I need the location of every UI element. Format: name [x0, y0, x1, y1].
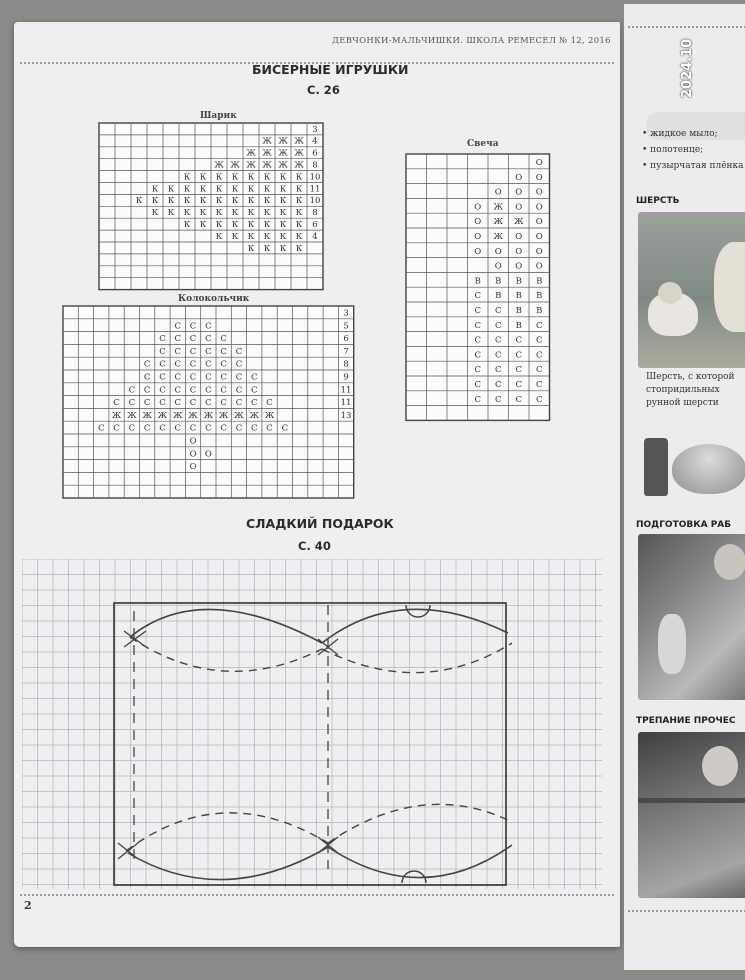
bead-cell-symbol: С — [474, 335, 482, 346]
bead-cell-symbol: К — [151, 196, 159, 207]
bead-cell-symbol: К — [295, 208, 303, 219]
section-title-sweet-gift: СЛАДКИЙ ПОДАРОК — [246, 516, 394, 531]
bead-cell-symbol: С — [174, 359, 182, 370]
bead-cell-symbol: О — [515, 246, 523, 257]
bead-cell-symbol: О — [535, 187, 543, 198]
basin-icon — [672, 444, 745, 494]
bead-cell-symbol: С — [205, 423, 212, 434]
bead-cell-symbol: С — [220, 423, 227, 434]
bead-cell-symbol: С — [128, 423, 136, 434]
bead-cell-symbol: С — [515, 394, 523, 405]
bead-cell-symbol: Ж — [278, 160, 288, 171]
bead-cell-symbol: В — [515, 276, 522, 287]
bead-cell-symbol: С — [174, 385, 182, 396]
bead-cell-symbol: С — [174, 398, 182, 409]
bead-cell-symbol: К — [295, 220, 303, 231]
row-bead-count: 4 — [312, 231, 318, 242]
bead-chart-kolokolchik — [62, 305, 355, 500]
soap-dispenser-icon — [644, 438, 668, 496]
bead-cell-symbol: Ж — [188, 410, 198, 421]
bead-cell-symbol: К — [279, 220, 287, 231]
bead-cell-symbol: О — [535, 231, 543, 242]
bead-cell-symbol: С — [113, 398, 120, 409]
bead-cell-symbol: С — [189, 372, 197, 383]
right-footer-dotted-rule — [628, 910, 745, 912]
bead-cell-symbol: О — [535, 261, 543, 272]
bead-cell-symbol: С — [189, 398, 197, 409]
bead-cell-symbol: С — [494, 394, 502, 405]
bead-cell-symbol: С — [189, 334, 197, 345]
bead-cell-symbol: К — [279, 184, 287, 195]
bead-cell-symbol: К — [247, 172, 255, 183]
bead-cell-symbol: Ж — [246, 148, 256, 159]
bead-cell-symbol: С — [235, 372, 243, 383]
bead-cell-symbol: Ж — [278, 148, 288, 159]
bead-cell-symbol: С — [494, 379, 502, 390]
bead-cell-symbol: К — [151, 184, 159, 195]
row-bead-count: 3 — [312, 124, 318, 135]
bead-cell-symbol: К — [183, 172, 191, 183]
bead-cell-symbol: С — [174, 321, 182, 332]
bead-cell-symbol: К — [231, 208, 239, 219]
bead-cell-symbol: К — [215, 208, 223, 219]
bead-cell-symbol: С — [535, 350, 543, 361]
bead-cell-symbol: С — [174, 372, 182, 383]
chart-caption-sharik: Шарик — [200, 111, 237, 121]
chart-caption-kolokolchik: Колокольчик — [178, 294, 250, 304]
bead-cell-symbol: Ж — [230, 160, 240, 171]
bead-cell-symbol: К — [263, 196, 271, 207]
bead-cell-symbol: О — [189, 436, 197, 447]
bead-cell-symbol: С — [235, 346, 243, 357]
bead-cell-symbol: О — [494, 187, 502, 198]
list-item-bubble-wrap: • пузырчатая плёнка — [642, 161, 744, 171]
row-bead-count: 11 — [340, 385, 352, 396]
bead-cell-symbol: С — [235, 359, 243, 370]
bead-cell-symbol: С — [266, 398, 273, 409]
bead-cell-symbol: К — [247, 231, 255, 242]
section-title-beaded-toys: БИСЕРНЫЕ ИГРУШКИ — [252, 62, 409, 77]
bead-cell-symbol: С — [474, 305, 482, 316]
bead-cell-symbol: К — [263, 172, 271, 183]
bead-cell-symbol: С — [235, 398, 243, 409]
bead-cell-symbol: С — [494, 305, 502, 316]
bead-cell-symbol: С — [159, 398, 166, 409]
bead-cell-symbol: С — [189, 359, 197, 370]
girl-carding-photo — [638, 732, 745, 898]
bead-cell-symbol: В — [495, 291, 502, 302]
bead-cell-symbol: О — [515, 261, 523, 272]
row-bead-count: 11 — [340, 398, 352, 409]
bead-cell-symbol: Ж — [203, 410, 214, 421]
bead-cell-symbol: Ж — [294, 148, 304, 159]
row-bead-count: 13 — [340, 410, 352, 421]
bead-cell-symbol: О — [535, 157, 543, 168]
bead-cell-symbol: О — [515, 231, 523, 242]
bead-cell-symbol: С — [159, 334, 166, 345]
bead-cell-symbol: С — [128, 385, 136, 396]
bead-cell-symbol: К — [263, 208, 271, 219]
gift-box-template-pattern — [22, 559, 602, 889]
bead-cell-symbol: К — [199, 172, 207, 183]
bead-cell-symbol: Ж — [493, 217, 504, 228]
bead-cell-symbol: Ж — [172, 410, 183, 421]
bead-cell-symbol: О — [515, 202, 523, 213]
bead-cell-symbol: К — [263, 243, 271, 254]
bead-cell-symbol: К — [199, 208, 207, 219]
girl-face-icon-2 — [702, 746, 738, 786]
bead-cell-symbol: К — [247, 208, 255, 219]
bead-cell-symbol: С — [205, 372, 212, 383]
bead-cell-symbol: В — [474, 276, 481, 287]
bead-cell-symbol: К — [247, 220, 255, 231]
bead-cell-symbol: К — [199, 196, 207, 207]
bead-cell-symbol: С — [113, 423, 120, 434]
bead-cell-symbol: О — [535, 202, 543, 213]
bead-cell-symbol: С — [205, 321, 212, 332]
section-page-ref-26: С. 26 — [307, 83, 340, 97]
bead-cell-symbol: О — [474, 246, 482, 257]
magazine-page-left — [14, 22, 620, 947]
bead-cell-symbol: К — [247, 196, 255, 207]
bead-cell-symbol: С — [474, 350, 482, 361]
bead-cell-symbol: С — [143, 385, 151, 396]
heading-wool: ШЕРСТЬ — [636, 196, 680, 206]
bead-cell-symbol: С — [281, 423, 289, 434]
bead-cell-symbol: С — [143, 372, 151, 383]
row-bead-count: 8 — [343, 359, 349, 370]
bead-cell-symbol: С — [220, 372, 227, 383]
bead-cell-symbol: К — [279, 196, 287, 207]
bead-cell-symbol: С — [205, 359, 212, 370]
heading-preparation: ПОДГОТОВКА РАБ — [636, 520, 732, 530]
bead-cell-symbol: О — [189, 449, 197, 460]
bead-cell-symbol: К — [199, 220, 207, 231]
row-bead-count: 5 — [343, 321, 349, 332]
bead-cell-symbol: К — [295, 184, 303, 195]
bead-cell-symbol: С — [220, 385, 227, 396]
bead-cell-symbol: Ж — [214, 160, 224, 171]
carding-stick-icon — [638, 798, 745, 803]
bead-cell-symbol: Ж — [262, 160, 272, 171]
bead-cell-symbol: К — [231, 172, 239, 183]
bead-cell-symbol: В — [515, 305, 522, 316]
bead-cell-symbol: Ж — [127, 410, 137, 421]
bead-cell-symbol: С — [235, 385, 243, 396]
bead-cell-symbol: К — [183, 196, 191, 207]
bead-cell-symbol: К — [167, 184, 175, 195]
section-page-ref-40: С. 40 — [298, 539, 331, 553]
bead-cell-symbol: О — [535, 246, 543, 257]
bead-cell-symbol: С — [235, 423, 243, 434]
bead-cell-symbol: С — [174, 346, 182, 357]
bead-cell-symbol: Ж — [513, 217, 524, 228]
bead-cell-symbol: К — [279, 231, 287, 242]
bead-cell-symbol: О — [474, 202, 482, 213]
bead-cell-symbol: К — [215, 172, 223, 183]
bead-cell-symbol: Ж — [294, 136, 304, 147]
bead-cell-symbol: Ж — [262, 148, 272, 159]
bead-cell-symbol: К — [183, 220, 191, 231]
bead-cell-symbol: С — [220, 359, 227, 370]
bead-cell-symbol: С — [535, 394, 543, 405]
bead-cell-symbol: К — [167, 208, 175, 219]
bead-cell-symbol: С — [189, 346, 197, 357]
bottle-icon — [658, 614, 686, 674]
date-stamp: 2024.10 — [680, 38, 695, 98]
bead-cell-symbol: С — [250, 372, 258, 383]
bead-cell-symbol: К — [199, 184, 207, 195]
bead-cell-symbol: Ж — [262, 136, 272, 147]
bead-cell-symbol: К — [231, 231, 239, 242]
bead-cell-symbol: В — [536, 276, 543, 287]
bead-cell-symbol: С — [494, 365, 502, 376]
bead-cell-symbol: С — [205, 385, 212, 396]
bead-cell-symbol: С — [159, 372, 166, 383]
bead-cell-symbol: Ж — [249, 410, 260, 421]
bead-cell-symbol: Ж — [278, 136, 288, 147]
bead-cell-symbol: К — [295, 172, 303, 183]
bead-chart-svecha — [405, 153, 552, 425]
running-header: ДЕВЧОНКИ-МАЛЬЧИШКИ. ШКОЛА РЕМЕСЕЛ № 12, 2016 — [332, 36, 611, 46]
bead-cell-symbol: С — [189, 321, 197, 332]
bead-cell-symbol: С — [143, 359, 151, 370]
bead-cell-symbol: С — [205, 334, 212, 345]
row-bead-count: 3 — [343, 308, 349, 319]
row-bead-count: 6 — [312, 148, 318, 159]
bead-cell-symbol: К — [183, 184, 191, 195]
bead-cell-symbol: В — [495, 276, 502, 287]
bead-cell-symbol: Ж — [111, 410, 122, 421]
bead-cell-symbol: С — [474, 291, 482, 302]
bead-cell-symbol: К — [295, 231, 303, 242]
page-number: 2 — [24, 899, 32, 912]
bead-cell-symbol: Ж — [246, 160, 256, 171]
list-item-towel: • полотенце; — [642, 145, 704, 155]
heading-carding: ТРЕПАНИЕ ПРОЧЕС — [636, 716, 736, 726]
row-bead-count: 6 — [312, 220, 318, 231]
bead-cell-symbol: С — [128, 398, 136, 409]
bead-cell-symbol: К — [151, 208, 159, 219]
row-bead-count: 4 — [312, 136, 318, 147]
sheep-adult-icon — [714, 242, 745, 332]
bead-cell-symbol: С — [515, 335, 523, 346]
bead-cell-symbol: К — [215, 220, 223, 231]
bead-cell-symbol: С — [535, 320, 543, 331]
bead-cell-symbol: С — [250, 385, 258, 396]
bead-cell-symbol: С — [189, 423, 197, 434]
bead-cell-symbol: С — [97, 423, 105, 434]
bead-cell-symbol: С — [174, 423, 182, 434]
bead-cell-symbol: В — [515, 320, 522, 331]
bead-cell-symbol: О — [204, 449, 212, 460]
row-bead-count: 10 — [309, 196, 321, 207]
bead-cell-symbol: К — [279, 243, 287, 254]
footer-dotted-rule — [20, 894, 614, 896]
bead-cell-symbol: С — [250, 398, 258, 409]
bead-cell-symbol: С — [159, 359, 166, 370]
bead-cell-symbol: С — [220, 346, 227, 357]
row-bead-count: 11 — [309, 184, 321, 195]
bead-cell-symbol: Ж — [218, 410, 229, 421]
bead-cell-symbol: С — [266, 423, 273, 434]
bead-cell-symbol: Ж — [493, 202, 504, 213]
bead-cell-symbol: Ж — [264, 410, 275, 421]
bead-cell-symbol: К — [247, 243, 255, 254]
bead-cell-symbol: С — [474, 394, 482, 405]
bead-cell-symbol: С — [143, 423, 151, 434]
bead-cell-symbol: С — [515, 365, 523, 376]
bead-cell-symbol: С — [535, 365, 543, 376]
bead-cell-symbol: К — [215, 184, 223, 195]
row-bead-count: 8 — [312, 208, 318, 219]
bead-cell-symbol: О — [494, 261, 502, 272]
bead-cell-symbol: С — [143, 398, 151, 409]
bead-cell-symbol: В — [536, 291, 543, 302]
bead-cell-symbol: К — [263, 231, 271, 242]
bead-cell-symbol: К — [167, 196, 175, 207]
bead-cell-symbol: С — [250, 423, 258, 434]
bead-cell-symbol: С — [494, 335, 502, 346]
bead-cell-symbol: Ж — [294, 160, 304, 171]
wool-caption-line1: Шерсть, с которой — [646, 372, 735, 382]
bead-cell-symbol: К — [279, 172, 287, 183]
bead-cell-symbol: С — [220, 334, 227, 345]
magazine-page-right — [624, 4, 745, 970]
template-outline — [114, 603, 512, 885]
bead-cell-symbol: С — [515, 350, 523, 361]
bead-cell-symbol: С — [474, 379, 482, 390]
row-bead-count: 10 — [309, 172, 321, 183]
bead-cell-symbol: В — [515, 291, 522, 302]
bead-cell-symbol: С — [205, 398, 212, 409]
bead-cell-symbol: К — [231, 184, 239, 195]
bead-chart-sharik — [98, 122, 326, 292]
list-item-soap: • жидкое мыло; — [642, 129, 718, 139]
bead-cell-symbol: К — [183, 208, 191, 219]
bead-cell-symbol: К — [135, 196, 143, 207]
bead-cell-symbol: С — [189, 385, 197, 396]
bead-cell-symbol: Ж — [234, 410, 244, 421]
bead-cell-symbol: С — [494, 320, 502, 331]
bead-cell-symbol: С — [535, 335, 543, 346]
bead-cell-symbol: К — [215, 196, 223, 207]
bead-cell-symbol: К — [215, 231, 223, 242]
bead-cell-symbol: С — [159, 423, 166, 434]
bead-cell-symbol: О — [474, 231, 482, 242]
wool-caption-line3: рунной шерсти — [646, 398, 719, 408]
bead-cell-symbol: О — [494, 246, 502, 257]
bead-cell-symbol: Ж — [493, 231, 504, 242]
sheep-photo — [638, 212, 745, 368]
bead-cell-symbol: С — [220, 398, 227, 409]
bead-cell-symbol: О — [474, 217, 482, 228]
bead-cell-symbol: К — [247, 184, 255, 195]
bead-cell-symbol: К — [295, 243, 303, 254]
bead-cell-symbol: В — [536, 305, 543, 316]
bead-cell-symbol: С — [494, 350, 502, 361]
bead-cell-symbol: О — [189, 462, 197, 473]
bead-cell-symbol: О — [535, 217, 543, 228]
bead-cell-symbol: С — [159, 385, 166, 396]
bead-cell-symbol: К — [295, 196, 303, 207]
bead-cell-symbol: О — [515, 172, 523, 183]
wool-caption-line2: стопридильных — [646, 385, 720, 395]
girl-face-icon — [714, 544, 745, 580]
bead-cell-symbol: С — [159, 346, 166, 357]
bead-cell-symbol: С — [535, 379, 543, 390]
bead-cell-symbol: О — [535, 172, 543, 183]
row-bead-count: 7 — [343, 346, 349, 357]
girl-preparing-photo — [638, 534, 745, 700]
bead-cell-symbol: С — [474, 320, 482, 331]
row-bead-count: 9 — [343, 372, 349, 383]
bead-cell-symbol: К — [279, 208, 287, 219]
bead-cell-symbol: С — [515, 379, 523, 390]
chart-caption-svecha: Свеча — [467, 139, 499, 149]
bead-cell-symbol: К — [231, 196, 239, 207]
bead-cell-symbol: С — [205, 346, 212, 357]
bead-cell-symbol: Ж — [157, 410, 168, 421]
bead-cell-symbol: О — [515, 187, 523, 198]
bead-cell-symbol: С — [174, 334, 182, 345]
row-bead-count: 6 — [343, 334, 349, 345]
bead-cell-symbol: К — [263, 184, 271, 195]
row-bead-count: 8 — [312, 160, 318, 171]
bead-cell-symbol: К — [231, 220, 239, 231]
bead-cell-symbol: К — [263, 220, 271, 231]
bead-cell-symbol: С — [474, 365, 482, 376]
bead-cell-symbol: Ж — [142, 410, 152, 421]
